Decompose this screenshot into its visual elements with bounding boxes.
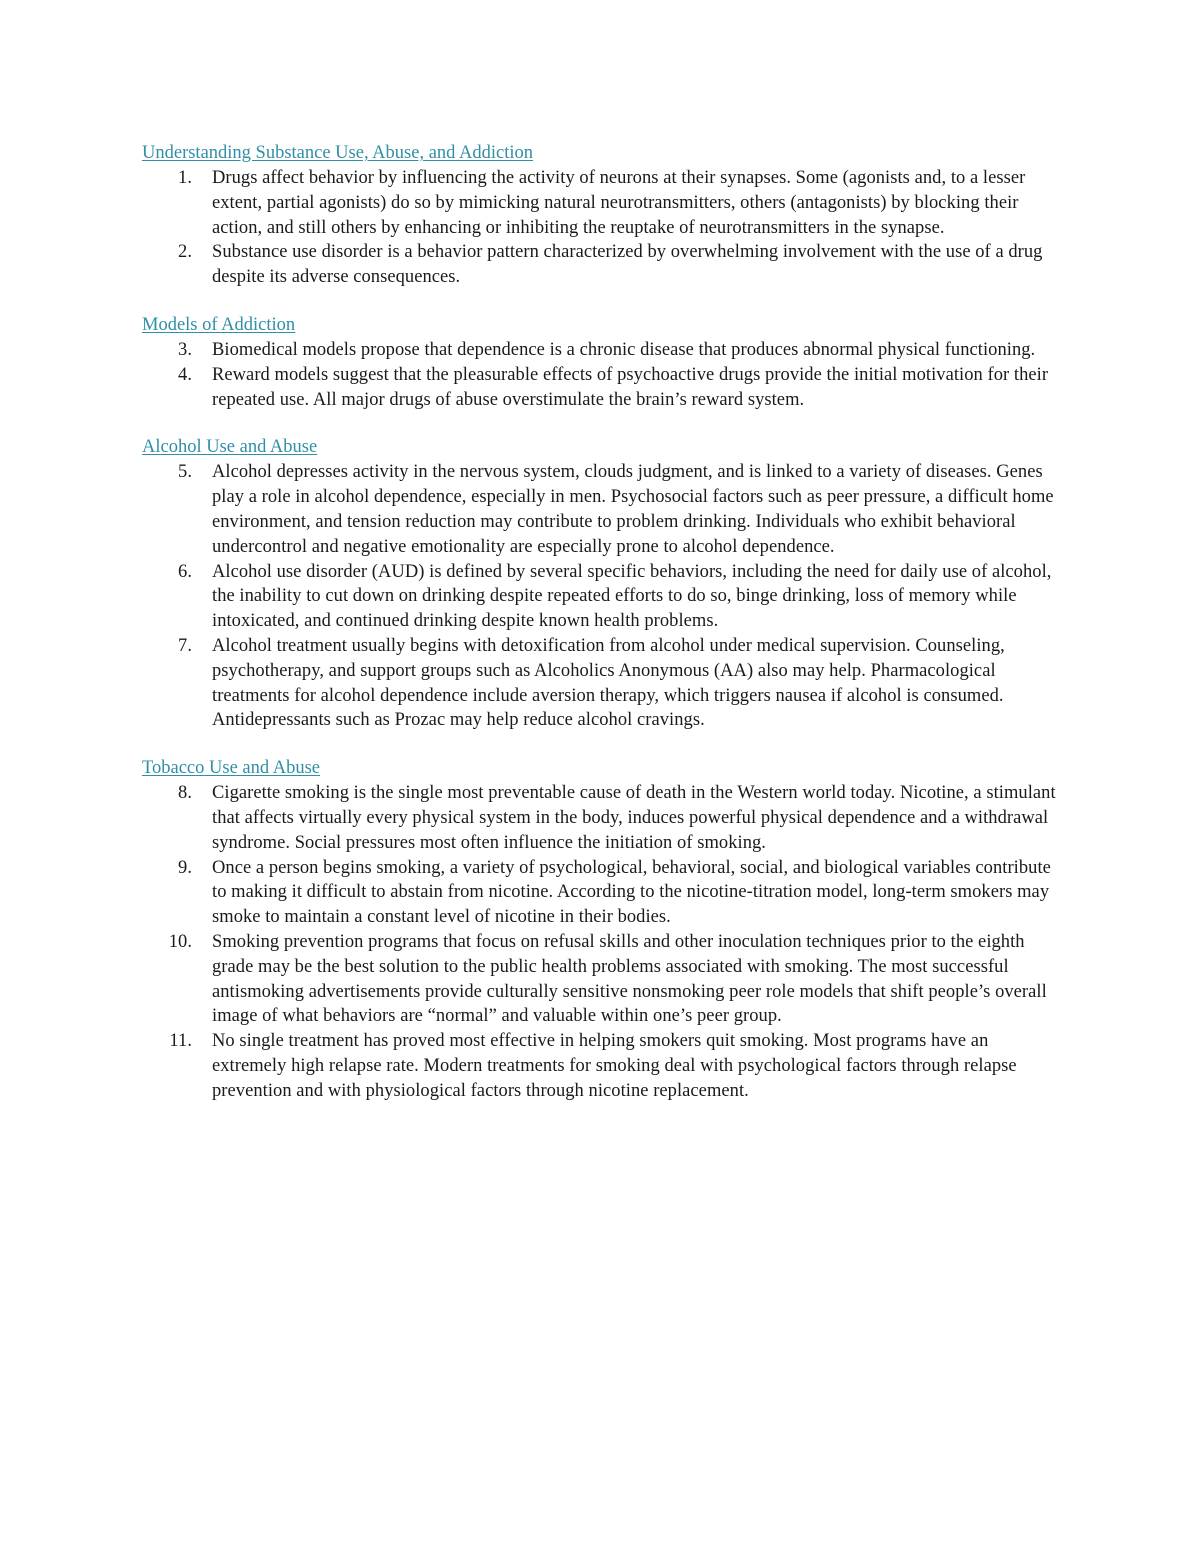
- list-item: [142, 166, 1062, 240]
- list-item: [142, 930, 1062, 1029]
- list-item: [142, 460, 1062, 559]
- list-item-text: Biomedical models propose that dependence is a chronic disease that produces abnormal physical functioning.: [212, 339, 1036, 360]
- list-item: [142, 560, 1062, 634]
- section-heading-link[interactable]: Understanding Substance Use, Abuse, and Addiction: [142, 143, 534, 163]
- list-item: [142, 781, 1062, 855]
- list-item-text: Drugs affect behavior by influencing the activity of neurons at their synapses. Some (agonists and, to a lesser extent, partial agonists) do so by mimicking natural neurotransmitters, others (antagonists) by blocking their action, and still others by enhancing or inhibiting the reuptake of neurotransmitters in the synapse.: [212, 168, 1026, 238]
- list-item-text: Substance use disorder is a behavior pattern characterized by overwhelming involvement with the use of a drug despite its adverse consequences.: [212, 242, 1043, 288]
- list-item: [142, 856, 1062, 930]
- list-item-text: Alcohol treatment usually begins with detoxification from alcohol under medical supervision. Counseling, psychotherapy, and support groups such as Alcoholics Anonymous (AA) also may help. Pharmacological treatments for alcohol dependence include aversion therapy, which triggers nausea if alcohol is consumed. Antidepressants such as Prozac may help reduce alcohol cravings.: [212, 635, 1005, 731]
- list-item-text: Alcohol depresses activity in the nervous system, clouds judgment, and is linked to a variety of diseases. Genes play a role in alcohol dependence, especially in men. Psychosocial factors such as peer pressure, a difficult home environment, and tension reduction may contribute to problem drinking. Individuals who exhibit behavioral undercontrol and negative emotionality are especially prone to alcohol dependence.: [212, 462, 1054, 557]
- list-item-text: Alcohol use disorder (AUD) is defined by several specific behaviors, including the need for daily use of alcohol, the inability to cut down on drinking despite repeated efforts to do so, binge drinking, loss of memory while intoxicated, and continued drinking despite known health problems.: [212, 561, 1052, 632]
- list-item-number: 8.: [178, 783, 192, 804]
- section-tobacco-use-and-abuse: [142, 756, 1062, 1103]
- list-item: [142, 1029, 1062, 1103]
- section-alcohol-use-and-abuse: [142, 435, 1062, 733]
- section-understanding-substance-use: [142, 141, 1062, 290]
- list-item-number: 2.: [178, 242, 192, 263]
- list-item-text: Reward models suggest that the pleasurable effects of psychoactive drugs provide the initial motivation for their repeated use. All major drugs of abuse overstimulate the brain’s reward system.: [212, 364, 1049, 410]
- numbered-list: [142, 338, 1062, 412]
- list-item-number: 5.: [178, 462, 192, 483]
- document-page: [142, 141, 1062, 1127]
- list-item: [142, 338, 1062, 363]
- list-item-number: 3.: [178, 339, 192, 360]
- list-item-text: Smoking prevention programs that focus on refusal skills and other inoculation techniques prior to the eighth grade may be the best solution to the public health problems associated with smoking. The most successful antismoking advertisements provide culturally sensitive nonsmoking peer role models that shift people’s overall image of what behaviors are “normal” and valuable within one’s peer group.: [212, 931, 1047, 1027]
- list-item: [142, 634, 1062, 733]
- section-heading-link[interactable]: Alcohol Use and Abuse: [142, 437, 318, 458]
- list-item-number: 7.: [178, 635, 192, 656]
- list-item-number: 11.: [169, 1031, 192, 1052]
- list-item-number: 1.: [178, 168, 192, 188]
- list-item: [142, 240, 1062, 290]
- numbered-list: [142, 460, 1062, 733]
- list-item-text: Once a person begins smoking, a variety of psychological, behavioral, social, and biological variables contribute to making it difficult to abstain from nicotine. According to the nicotine-titration model, long-term smokers may smoke to maintain a constant level of nicotine in their bodies.: [212, 857, 1051, 928]
- list-item-number: 6.: [178, 561, 192, 582]
- numbered-list: [142, 781, 1062, 1103]
- section-heading-link[interactable]: Models of Addiction: [142, 314, 296, 335]
- list-item-text: Cigarette smoking is the single most preventable cause of death in the Western world today. Nicotine, a stimulant that affects virtually every physical system in the body, induces powerful physical dependence and a withdrawal syndrome. Social pressures most often influence the initiation of smoking.: [212, 783, 1056, 853]
- list-item-number: 9.: [178, 857, 192, 878]
- list-item-number: 4.: [178, 364, 192, 385]
- section-heading-link[interactable]: Tobacco Use and Abuse: [142, 758, 320, 779]
- list-item-text: No single treatment has proved most effective in helping smokers quit smoking. Most programs have an extremely high relapse rate. Modern treatments for smoking deal with psychological factors through relapse prevention and with physiological factors through nicotine replacement.: [212, 1031, 1017, 1101]
- numbered-list: [142, 166, 1062, 290]
- section-models-of-addiction: [142, 313, 1062, 412]
- list-item-number: 10.: [168, 931, 192, 952]
- list-item: [142, 363, 1062, 413]
